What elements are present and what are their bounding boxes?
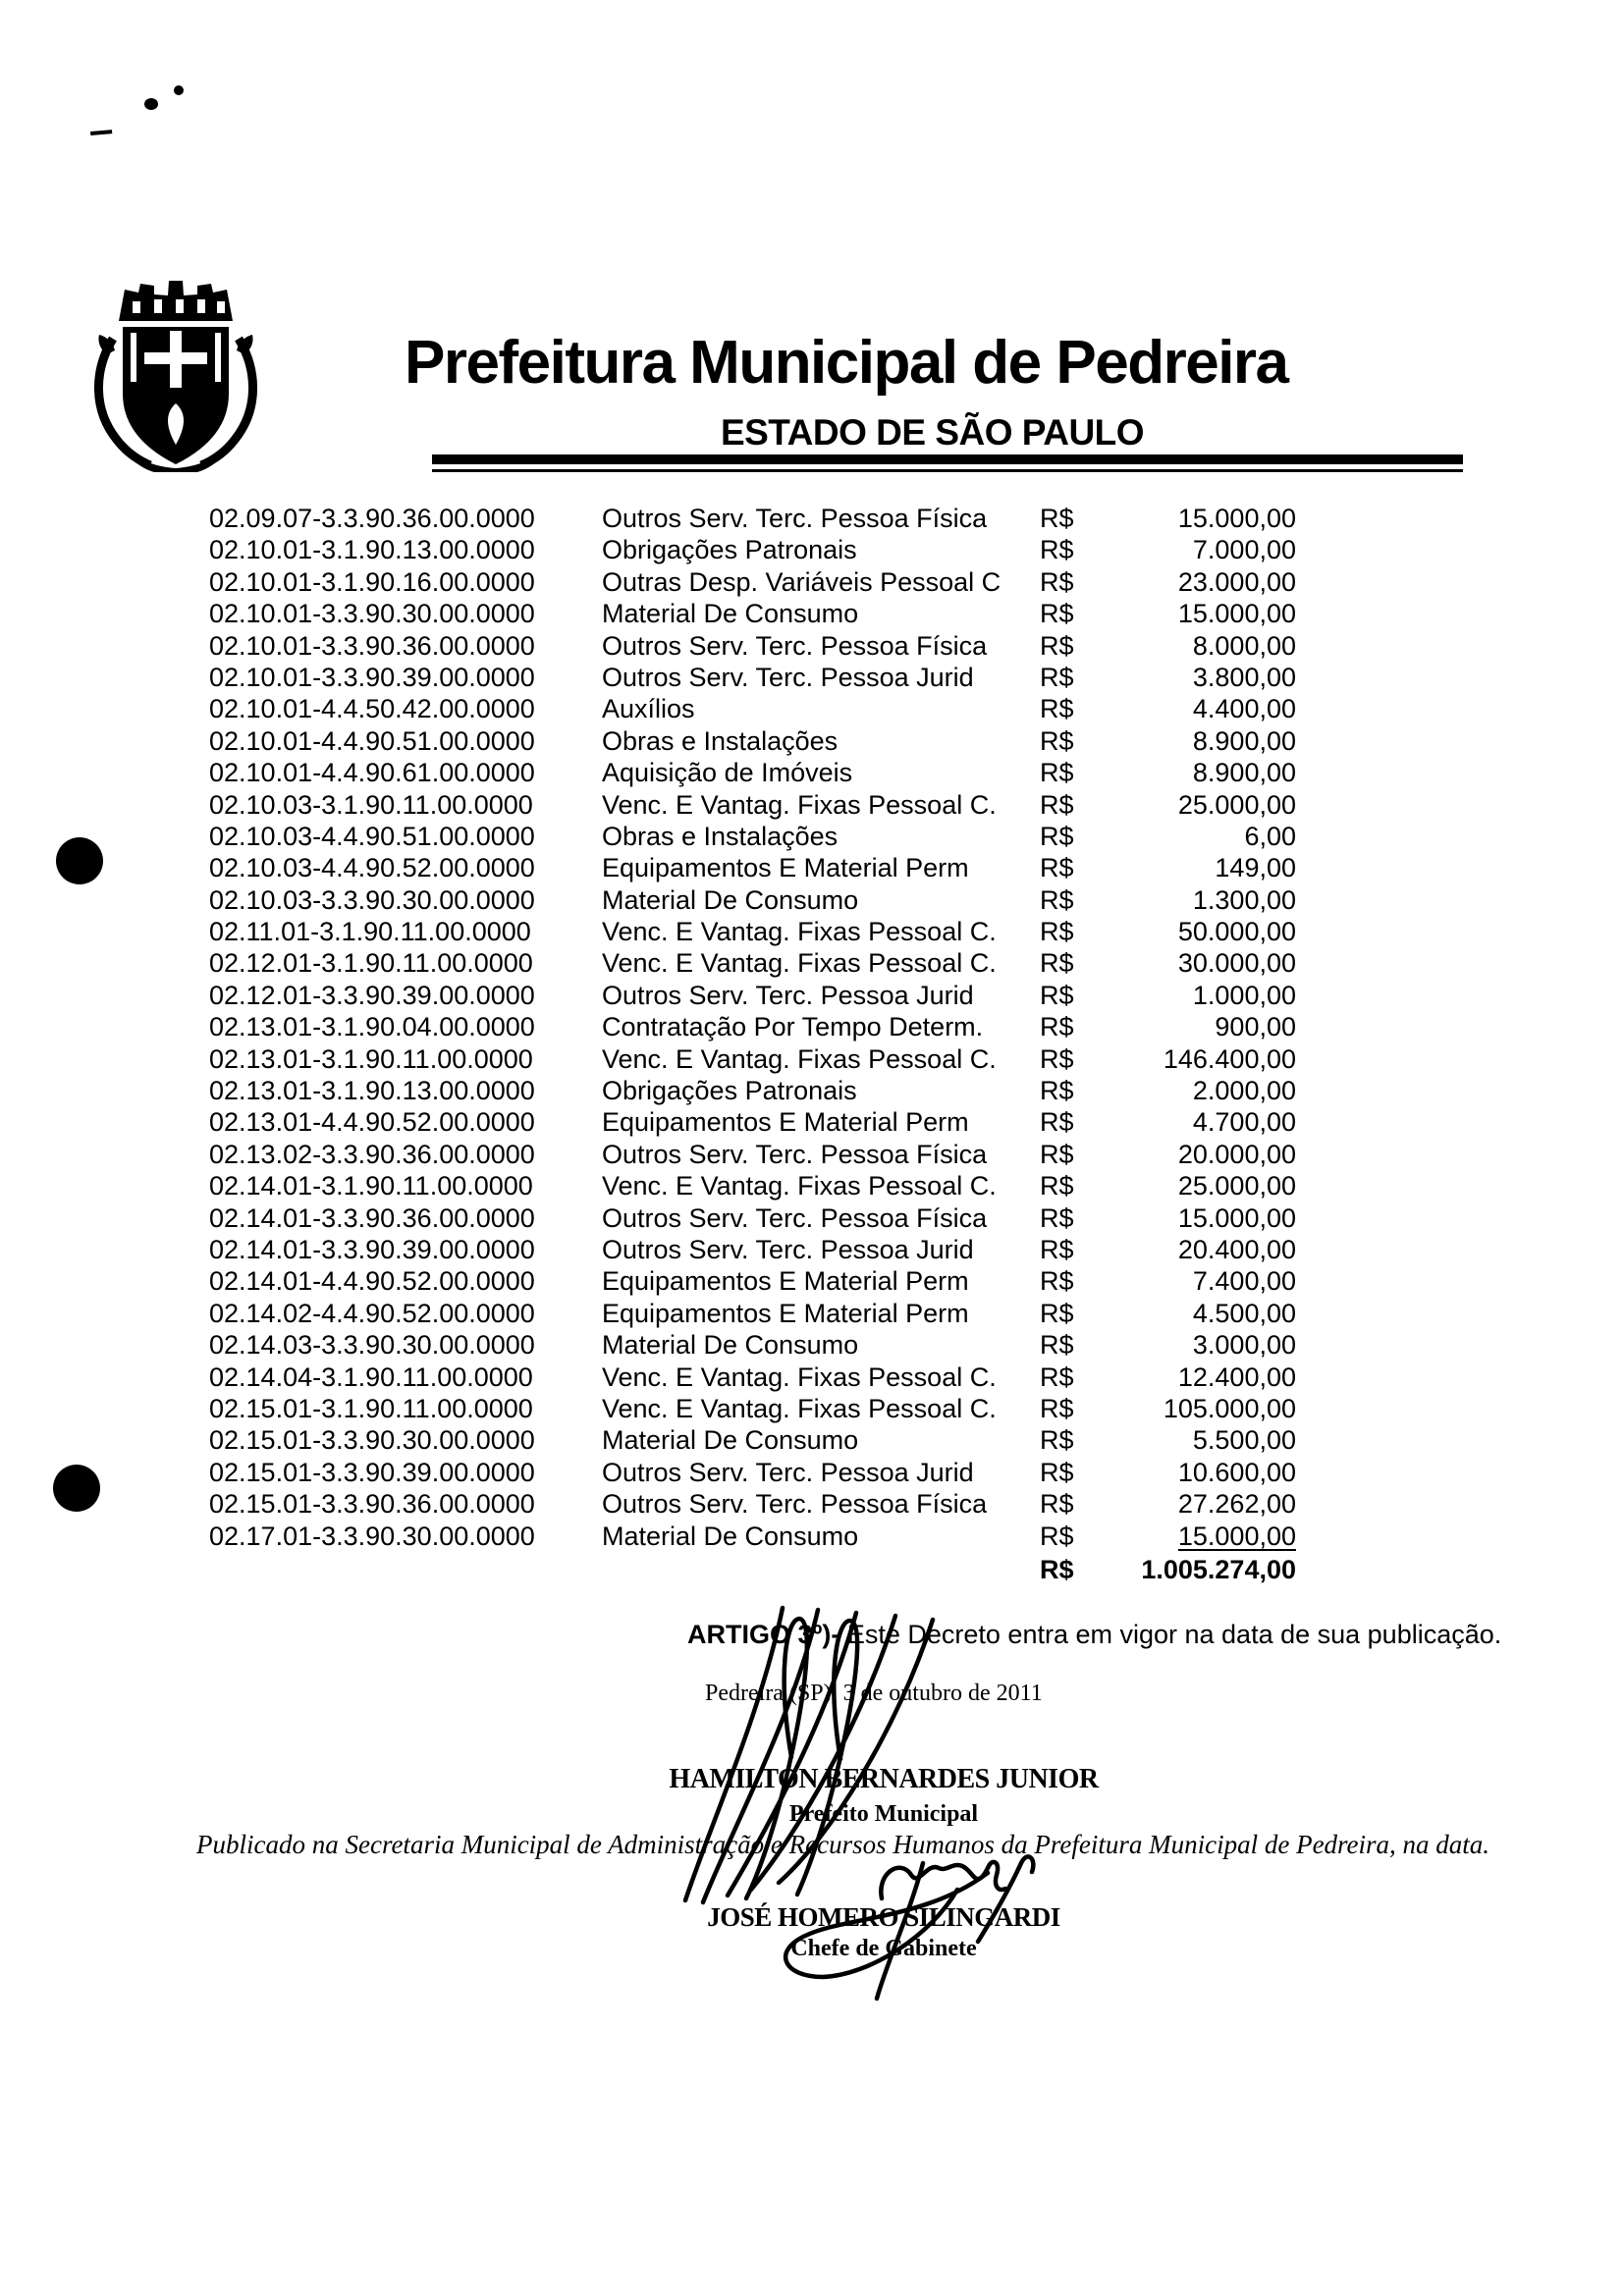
budget-code: 02.10.03-4.4.90.52.00.0000 <box>209 853 535 883</box>
budget-description: Outros Serv. Terc. Pessoa Física <box>602 1489 988 1520</box>
budget-description: Outros Serv. Terc. Pessoa Física <box>602 1139 988 1169</box>
table-row <box>209 1106 1296 1138</box>
budget-code: 02.13.01-3.1.90.11.00.0000 <box>209 1043 533 1074</box>
budget-value: 27.262,00 <box>1177 1489 1296 1520</box>
table-row <box>209 1265 1296 1297</box>
budget-value: 8.000,00 <box>1192 630 1296 661</box>
budget-description: Equipamentos E Material Perm <box>602 853 969 883</box>
budget-value: 7.000,00 <box>1192 535 1296 565</box>
budget-code: 02.14.01-3.3.90.36.00.0000 <box>209 1202 535 1233</box>
table-row <box>209 1043 1296 1075</box>
budget-value: 50.000,00 <box>1177 917 1296 947</box>
table-row <box>209 916 1296 947</box>
budget-code: 02.10.01-3.1.90.16.00.0000 <box>209 566 535 597</box>
table-row <box>209 1521 1296 1552</box>
budget-code: 02.11.01-3.1.90.11.00.0000 <box>209 917 531 947</box>
currency-symbol: R$ <box>1040 566 1074 597</box>
table-row <box>209 630 1296 662</box>
budget-code: 02.14.02-4.4.90.52.00.0000 <box>209 1298 535 1328</box>
currency-symbol: R$ <box>1040 1076 1074 1106</box>
budget-code: 02.13.01-3.1.90.13.00.0000 <box>209 1076 535 1106</box>
table-row <box>209 1011 1296 1042</box>
budget-description: Obrigações Patronais <box>602 535 857 565</box>
currency-symbol: R$ <box>1040 725 1074 756</box>
currency-symbol: R$ <box>1040 948 1074 979</box>
table-row <box>209 1362 1296 1393</box>
currency-symbol: R$ <box>1040 1234 1074 1264</box>
budget-value: 4.400,00 <box>1192 694 1296 724</box>
budget-value: 1.300,00 <box>1192 884 1296 915</box>
budget-value: 105.000,00 <box>1163 1393 1296 1423</box>
currency-symbol: R$ <box>1040 1521 1074 1551</box>
budget-description: Material De Consumo <box>602 884 859 915</box>
budget-description: Venc. E Vantag. Fixas Pessoal C. <box>602 917 997 947</box>
table-row <box>209 757 1296 788</box>
budget-value: 23.000,00 <box>1177 566 1296 597</box>
budget-code: 02.10.01-4.4.90.51.00.0000 <box>209 725 535 756</box>
budget-description: Outros Serv. Terc. Pessoa Jurid <box>602 980 974 1010</box>
table-row <box>209 693 1296 724</box>
table-row <box>209 1424 1296 1456</box>
table-row <box>209 1139 1296 1170</box>
currency-symbol: R$ <box>1040 758 1074 788</box>
budget-description: Obras e Instalações <box>602 821 839 851</box>
publication-note: Publicado na Secretaria Municipal de Administração e Recursos Humanos da Prefeitura Municipal de Pedreira, na data. <box>196 1830 1490 1859</box>
table-row <box>209 1457 1296 1488</box>
budget-code: 02.10.01-4.4.50.42.00.0000 <box>209 694 535 724</box>
table-row <box>209 503 1296 534</box>
budget-code: 02.10.03-3.3.90.30.00.0000 <box>209 884 535 915</box>
budget-value: 15.000,00 <box>1177 1521 1296 1551</box>
budget-value: 4.500,00 <box>1192 1298 1296 1328</box>
budget-total-row <box>209 1554 1296 1585</box>
budget-value: 25.000,00 <box>1177 789 1296 820</box>
budget-description: Aquisição de Imóveis <box>602 758 853 788</box>
currency-symbol: R$ <box>1040 662 1074 692</box>
budget-code: 02.12.01-3.1.90.11.00.0000 <box>209 948 533 979</box>
table-row <box>209 1393 1296 1424</box>
page-title: Prefeitura Municipal de Pedreira <box>405 329 1288 397</box>
budget-description: Obrigações Patronais <box>602 1076 857 1106</box>
budget-code: 02.14.04-3.1.90.11.00.0000 <box>209 1362 533 1392</box>
budget-code: 02.12.01-3.3.90.39.00.0000 <box>209 980 535 1010</box>
budget-value: 10.600,00 <box>1177 1457 1296 1487</box>
budget-code: 02.15.01-3.1.90.11.00.0000 <box>209 1393 533 1423</box>
currency-symbol: R$ <box>1040 789 1074 820</box>
budget-value: 15.000,00 <box>1177 1202 1296 1233</box>
total-currency-symbol: R$ <box>1040 1554 1074 1584</box>
budget-value: 20.000,00 <box>1177 1139 1296 1169</box>
artigo-paragraph <box>687 1620 1501 1650</box>
date-line: Pedreira (SP), 3 de outubro de 2011 <box>705 1681 1043 1706</box>
budget-value: 15.000,00 <box>1177 599 1296 629</box>
budget-value: 8.900,00 <box>1192 758 1296 788</box>
budget-code: 02.10.01-3.1.90.13.00.0000 <box>209 535 535 565</box>
budget-description: Venc. E Vantag. Fixas Pessoal C. <box>602 1043 997 1074</box>
budget-value: 2.000,00 <box>1192 1076 1296 1106</box>
currency-symbol: R$ <box>1040 1202 1074 1233</box>
budget-description: Material De Consumo <box>602 1425 859 1456</box>
header-rule-thin <box>432 469 1463 472</box>
table-row <box>209 980 1296 1011</box>
table-row <box>209 1075 1296 1106</box>
budget-description: Outros Serv. Terc. Pessoa Física <box>602 630 988 661</box>
budget-code: 02.14.01-3.1.90.11.00.0000 <box>209 1171 533 1201</box>
currency-symbol: R$ <box>1040 1266 1074 1297</box>
coat-of-arms-icon <box>93 278 258 474</box>
table-row <box>209 662 1296 693</box>
currency-symbol: R$ <box>1040 1362 1074 1392</box>
table-row <box>209 1170 1296 1201</box>
budget-description: Outros Serv. Terc. Pessoa Jurid <box>602 662 974 692</box>
budget-code: 02.15.01-3.3.90.39.00.0000 <box>209 1457 535 1487</box>
table-row <box>209 852 1296 883</box>
budget-description: Outras Desp. Variáveis Pessoal C <box>602 566 1001 597</box>
artigo-label: ARTIGO 3º)- <box>687 1620 840 1649</box>
currency-symbol: R$ <box>1040 1457 1074 1487</box>
signature2-name: JOSÉ HOMERO SILINGARDI <box>707 1902 1060 1932</box>
budget-description: Venc. E Vantag. Fixas Pessoal C. <box>602 1393 997 1423</box>
budget-value: 12.400,00 <box>1177 1362 1296 1392</box>
budget-code: 02.10.01-3.3.90.36.00.0000 <box>209 630 535 661</box>
budget-description: Venc. E Vantag. Fixas Pessoal C. <box>602 948 997 979</box>
table-row <box>209 725 1296 757</box>
budget-code: 02.13.02-3.3.90.36.00.0000 <box>209 1139 535 1169</box>
table-row <box>209 789 1296 821</box>
budget-code: 02.10.01-3.3.90.39.00.0000 <box>209 662 535 692</box>
budget-value: 3.800,00 <box>1192 662 1296 692</box>
budget-description: Material De Consumo <box>602 1330 859 1361</box>
budget-description: Material De Consumo <box>602 599 859 629</box>
currency-symbol: R$ <box>1040 1171 1074 1201</box>
currency-symbol: R$ <box>1040 1012 1074 1042</box>
budget-code: 02.15.01-3.3.90.36.00.0000 <box>209 1489 535 1520</box>
budget-description: Material De Consumo <box>602 1521 859 1551</box>
currency-symbol: R$ <box>1040 1139 1074 1169</box>
currency-symbol: R$ <box>1040 1298 1074 1328</box>
currency-symbol: R$ <box>1040 599 1074 629</box>
budget-code: 02.10.01-4.4.90.61.00.0000 <box>209 758 535 788</box>
budget-description: Venc. E Vantag. Fixas Pessoal C. <box>602 789 997 820</box>
currency-symbol: R$ <box>1040 917 1074 947</box>
currency-symbol: R$ <box>1040 535 1074 565</box>
ink-specks <box>90 85 184 135</box>
table-row <box>209 821 1296 852</box>
budget-value: 5.500,00 <box>1192 1425 1296 1456</box>
hole-punch-top <box>56 837 103 884</box>
budget-code: 02.10.03-3.1.90.11.00.0000 <box>209 789 533 820</box>
budget-value: 6,00 <box>1244 821 1296 851</box>
budget-value: 900,00 <box>1215 1012 1296 1042</box>
budget-value: 3.000,00 <box>1192 1330 1296 1361</box>
table-row <box>209 1329 1296 1361</box>
currency-symbol: R$ <box>1040 1489 1074 1520</box>
budget-description: Outros Serv. Terc. Pessoa Física <box>602 1202 988 1233</box>
table-row <box>209 598 1296 629</box>
budget-code: 02.15.01-3.3.90.30.00.0000 <box>209 1425 535 1456</box>
currency-symbol: R$ <box>1040 821 1074 851</box>
budget-value: 7.400,00 <box>1192 1266 1296 1297</box>
budget-code: 02.10.01-3.3.90.30.00.0000 <box>209 599 535 629</box>
currency-symbol: R$ <box>1040 694 1074 724</box>
currency-symbol: R$ <box>1040 1043 1074 1074</box>
budget-description: Equipamentos E Material Perm <box>602 1107 969 1138</box>
budget-code: 02.10.03-4.4.90.51.00.0000 <box>209 821 535 851</box>
table-row <box>209 534 1296 565</box>
table-row <box>209 1298 1296 1329</box>
budget-code: 02.13.01-3.1.90.04.00.0000 <box>209 1012 535 1042</box>
currency-symbol: R$ <box>1040 1393 1074 1423</box>
header-rule-thick <box>432 454 1463 464</box>
budget-value: 149,00 <box>1215 853 1296 883</box>
budget-description: Venc. E Vantag. Fixas Pessoal C. <box>602 1171 997 1201</box>
table-row <box>209 947 1296 979</box>
currency-symbol: R$ <box>1040 980 1074 1010</box>
currency-symbol: R$ <box>1040 1425 1074 1456</box>
table-row <box>209 1202 1296 1234</box>
budget-code: 02.14.03-3.3.90.30.00.0000 <box>209 1330 535 1361</box>
budget-description: Contratação Por Tempo Determ. <box>602 1012 984 1042</box>
artigo-text: Este Decreto entra em vigor na data de sua publicação. <box>839 1620 1502 1649</box>
budget-value: 1.000,00 <box>1192 980 1296 1010</box>
total-value: 1.005.274,00 <box>1141 1554 1296 1584</box>
budget-code: 02.14.01-3.3.90.39.00.0000 <box>209 1234 535 1264</box>
budget-table-rows <box>209 503 1296 1552</box>
budget-code: 02.09.07-3.3.90.36.00.0000 <box>209 504 535 533</box>
budget-description: Outros Serv. Terc. Pessoa Jurid <box>602 1234 974 1264</box>
budget-description: Venc. E Vantag. Fixas Pessoal C. <box>602 1362 997 1392</box>
currency-symbol: R$ <box>1040 1330 1074 1361</box>
page-subtitle: ESTADO DE SÃO PAULO <box>720 412 1145 453</box>
total-desc-spacer <box>602 1554 1040 1585</box>
currency-symbol: R$ <box>1040 1107 1074 1138</box>
currency-symbol: R$ <box>1040 504 1074 533</box>
budget-value: 25.000,00 <box>1177 1171 1296 1201</box>
budget-value: 20.400,00 <box>1177 1234 1296 1264</box>
table-row <box>209 566 1296 598</box>
budget-value: 8.900,00 <box>1192 725 1296 756</box>
budget-description: Obras e Instalações <box>602 725 839 756</box>
budget-description: Outros Serv. Terc. Pessoa Física <box>602 504 988 533</box>
signature2-role: Chefe de Gabinete <box>790 1936 977 1961</box>
budget-description: Equipamentos E Material Perm <box>602 1298 969 1328</box>
table-row <box>209 1234 1296 1265</box>
budget-value: 15.000,00 <box>1177 504 1296 533</box>
budget-description: Auxílios <box>602 694 695 724</box>
signature1-role: Prefeito Municipal <box>788 1801 979 1827</box>
currency-symbol: R$ <box>1040 853 1074 883</box>
budget-description: Outros Serv. Terc. Pessoa Jurid <box>602 1457 974 1487</box>
budget-description: Equipamentos E Material Perm <box>602 1266 969 1297</box>
currency-symbol: R$ <box>1040 884 1074 915</box>
page-subtitle-wrap <box>405 412 1460 454</box>
table-row <box>209 1488 1296 1520</box>
total-code-spacer <box>209 1554 602 1585</box>
hole-punch-bottom <box>53 1465 100 1512</box>
budget-value: 146.400,00 <box>1163 1043 1296 1074</box>
signature1-name: HAMILTON BERNARDES JUNIOR <box>669 1764 1099 1794</box>
table-row <box>209 884 1296 916</box>
budget-code: 02.14.01-4.4.90.52.00.0000 <box>209 1266 535 1297</box>
budget-code: 02.13.01-4.4.90.52.00.0000 <box>209 1107 535 1138</box>
budget-value: 30.000,00 <box>1177 948 1296 979</box>
budget-table <box>209 503 1296 1585</box>
currency-symbol: R$ <box>1040 630 1074 661</box>
budget-value: 4.700,00 <box>1192 1107 1296 1138</box>
budget-code: 02.17.01-3.3.90.30.00.0000 <box>209 1521 535 1551</box>
